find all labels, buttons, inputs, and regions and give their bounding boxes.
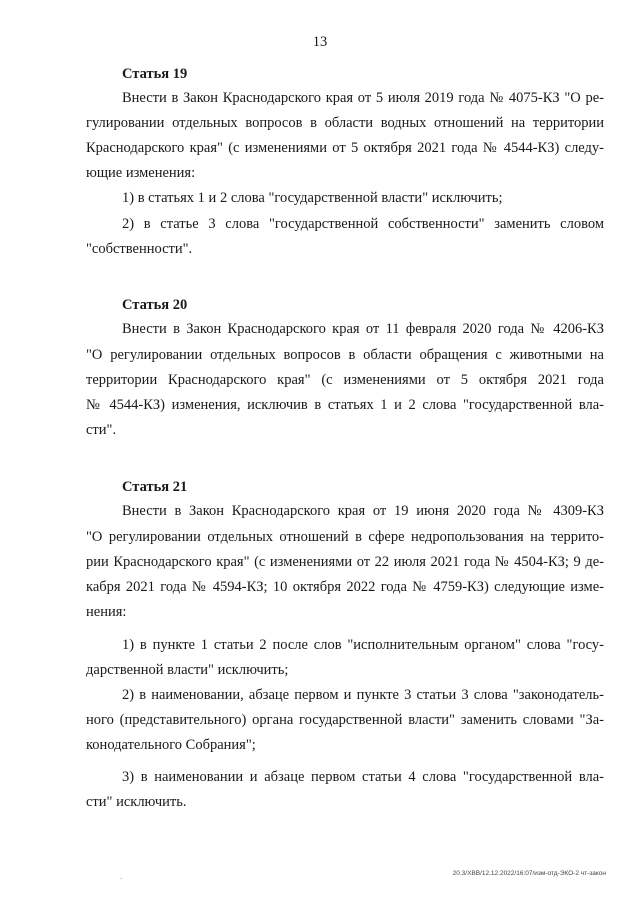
article-19-item-1: 1) в статьях 1 и 2 слова "государственной власти" исключить;: [122, 190, 503, 206]
article-21-item-2: 2) в наименовании, абзаце первом и пункте 3 статьи 3 слова "законодатель-: [122, 687, 604, 703]
article-21-line: рии Краснодарского края" (с изменениями от 22 июля 2021 года № 4504-КЗ; 9 де-: [86, 554, 604, 570]
article-20-line: сти".: [86, 422, 117, 438]
footer-document-code: 20.3/ХВВ/12.12.2022/16:07/изм-отд-ЭКО-2 чт-закон: [452, 870, 606, 877]
article-21-line: кабря 2021 года № 4594-КЗ; 10 октября 2022 года № 4759-КЗ) следующие изме-: [86, 579, 604, 595]
article-19-line: ющие изменения:: [86, 165, 196, 181]
article-21-line: сти" исключить.: [86, 794, 187, 810]
page-number: 13: [312, 34, 328, 50]
article-21-line: "О регулировании отдельных отношений в сфере недропользования на террито-: [86, 529, 604, 545]
article-19-heading: Статья 19: [122, 66, 188, 82]
article-21-item-3: 3) в наименовании и абзаце первом статьи 4 слова "государственной вла-: [122, 769, 604, 785]
article-21-line: нения:: [86, 604, 127, 620]
article-19-line: "собственности".: [86, 241, 193, 257]
article-21-item-1: 1) в пункте 1 статьи 2 после слов "исполнительным органом" слова "госу-: [122, 637, 604, 653]
article-19-line: Внести в Закон Краснодарского края от 5 июля 2019 года № 4075-КЗ "О ре-: [122, 90, 604, 106]
article-20-line: "О регулировании отдельных вопросов в области обращения с животными на: [86, 347, 604, 363]
article-20-heading: Статья 20: [122, 297, 188, 313]
article-21-heading: Статья 21: [122, 479, 188, 495]
article-21-line: дарственной власти" исключить;: [86, 662, 289, 678]
article-20-line: № 4544-КЗ) изменения, исключив в статьях 1 и 2 слова "государственной вла-: [86, 397, 604, 413]
article-21-line: ного (представительного) органа государственной власти" заменить словами "За-: [86, 712, 604, 728]
article-20-line: Внести в Закон Краснодарского края от 11 февраля 2020 года № 4206-КЗ: [122, 321, 604, 337]
article-19-line: гулировании отдельных вопросов в области водных отношений на территории: [86, 115, 604, 131]
article-19-item-2: 2) в статье 3 слова "государственной собственности" заменить словом: [122, 216, 604, 232]
footer-mark: .: [120, 872, 122, 881]
article-19-line: Краснодарского края" (с изменениями от 5 октября 2021 года № 4544-КЗ) следу-: [86, 140, 604, 156]
article-21-line: Внести в Закон Краснодарского края от 19 июня 2020 года № 4309-КЗ: [122, 503, 604, 519]
article-21-line: конодательного Собрания";: [86, 737, 256, 753]
article-20-line: территории Краснодарского края" (с изменениями от 5 октября 2021 года: [86, 372, 604, 388]
